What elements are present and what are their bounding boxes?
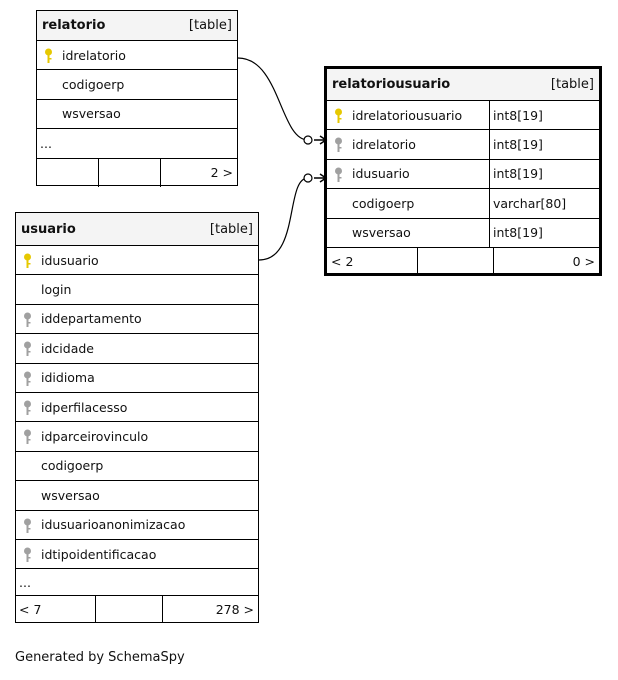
footer-left: < 2 [327, 248, 418, 276]
column-type: int8[19] [493, 137, 543, 153]
ellipsis: ... [40, 135, 52, 151]
column-type: varchar[80] [493, 195, 567, 211]
column-name: idparceirovinculo [41, 429, 149, 445]
connector-end-circle [304, 174, 312, 182]
column-name: idrelatoriousuario [352, 107, 463, 123]
column-name: codigoerp [352, 195, 415, 211]
column-name: iddepartamento [41, 311, 142, 327]
column-name: idrelatorio [352, 137, 416, 153]
column-name: idtipoidentificacao [41, 546, 157, 562]
table-name: relatorio [42, 18, 106, 33]
generated-by-label: Generated by SchemaSpy [15, 650, 185, 665]
column-name: codigoerp [62, 77, 125, 93]
column-name: idusuario [352, 166, 410, 182]
ellipsis: ... [19, 574, 31, 590]
column-name: codigoerp [41, 458, 104, 474]
column-type: int8[19] [493, 107, 543, 123]
table-tag: [table] [550, 77, 594, 92]
table-name: relatoriousuario [332, 77, 451, 92]
column-name: ididioma [41, 370, 95, 386]
column-name: idcidade [41, 340, 94, 356]
table-tag: [table] [188, 18, 232, 33]
footer-right: 278 > [215, 601, 254, 617]
column-name: wsversao [352, 225, 411, 241]
column-type: int8[19] [493, 166, 543, 182]
column-name: idusuarioanonimizacao [41, 517, 186, 533]
crowfoot-icon [314, 174, 326, 182]
footer-right: 0 > [572, 254, 595, 270]
table-name: usuario [21, 221, 76, 237]
footer-right: 2 > [210, 165, 233, 181]
crowfoot-icon [314, 136, 326, 144]
connector-end-circle [304, 136, 312, 144]
column-name: login [41, 282, 72, 298]
connector-relatorio [238, 58, 308, 140]
column-name: wsversao [62, 106, 121, 122]
column-name: idrelatorio [62, 47, 126, 63]
column-name: idperfilacesso [41, 399, 128, 415]
column-type: int8[19] [493, 225, 543, 241]
connector-usuario [259, 178, 308, 260]
column-name: wsversao [41, 487, 100, 503]
table-tag: [table] [209, 221, 253, 237]
footer-left: < 7 [16, 596, 96, 622]
column-name: idusuario [41, 252, 99, 268]
